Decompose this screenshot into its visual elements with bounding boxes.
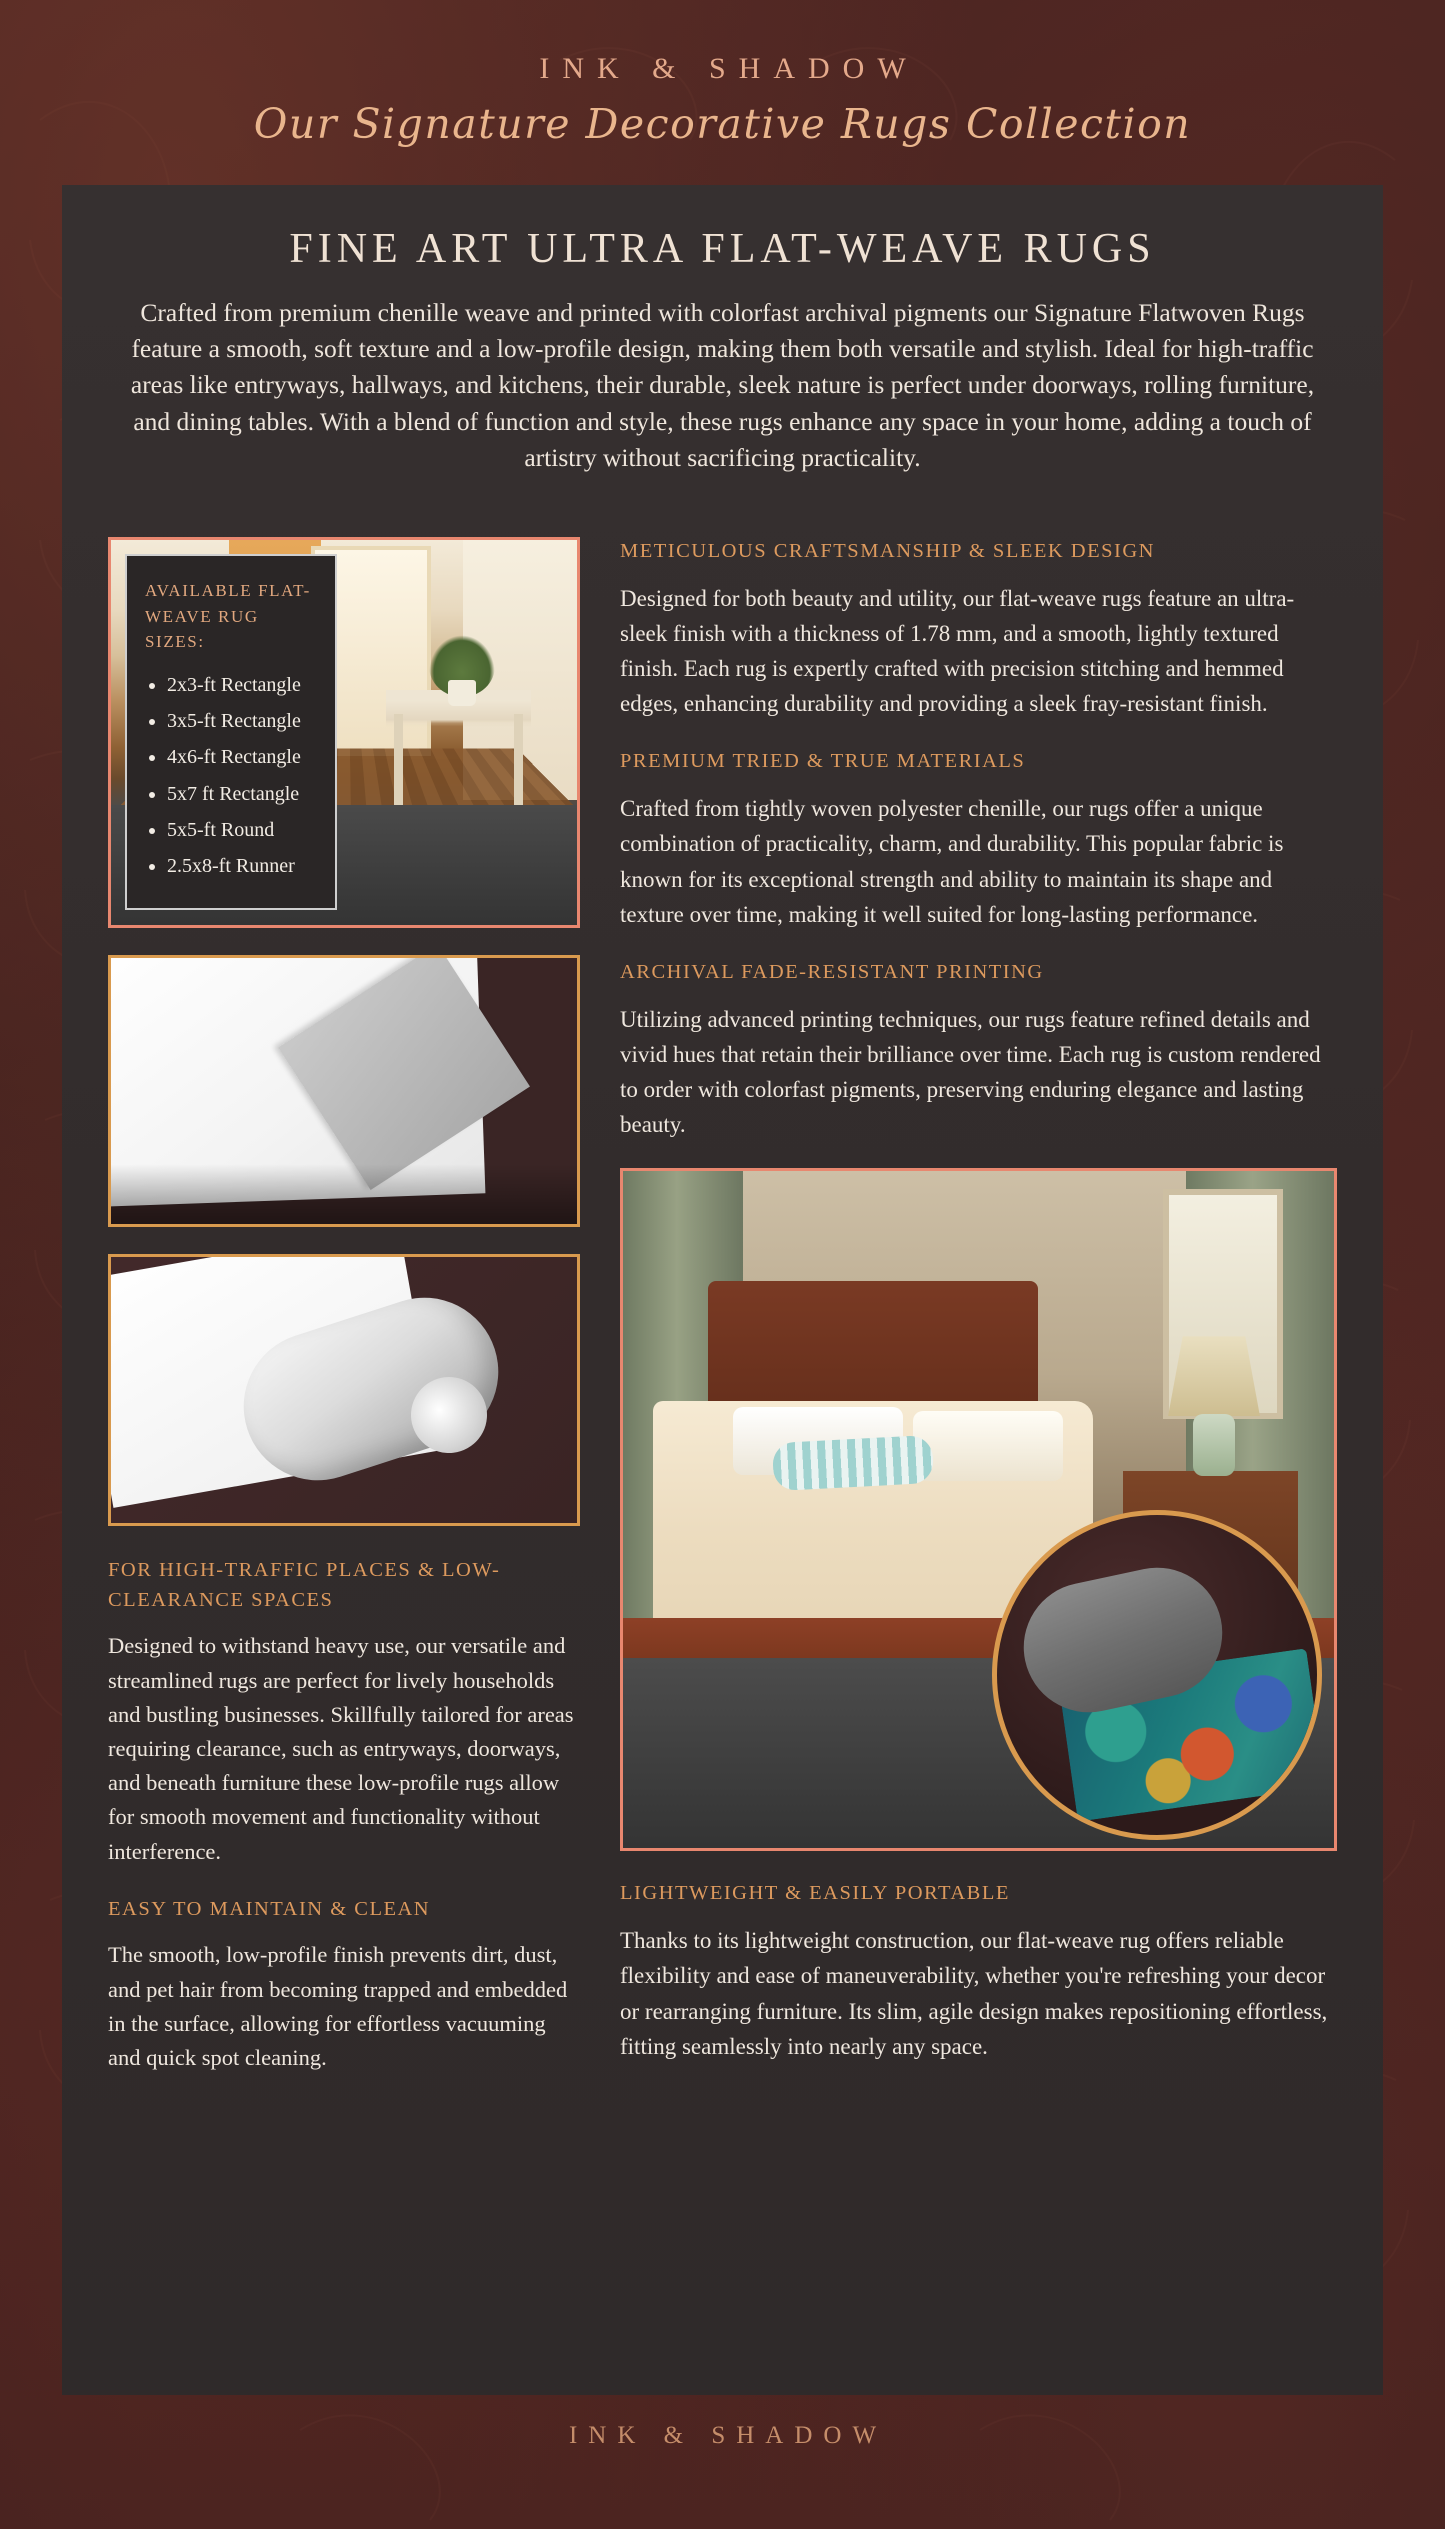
photo-shadow — [111, 1164, 577, 1224]
page-footer: INK & SHADOW — [568, 2422, 888, 2449]
list-item: • 2.5x8-ft Runner — [167, 848, 319, 884]
materials-body: Crafted from tightly woven polyester chenille, our rugs offer a unique combination of practicality, charm, and durability. This popular fabric is known for its exceptional strength and ability to maintain its shape and texture over time, making it well suited for long-lasting performance. — [620, 796, 1284, 927]
rug-rolled-photo — [108, 1254, 580, 1526]
vase — [448, 680, 476, 706]
left-column — [108, 537, 580, 2101]
pillow — [913, 1411, 1063, 1481]
collection-tagline: Our Signature Decorative Rugs Collection — [253, 100, 1192, 148]
portable-section — [620, 1879, 1337, 2063]
brand-name: INK & SHADOW — [539, 52, 919, 85]
portable-body: Thanks to its lightweight construction, our flat-weave rug offers reliable flexibility and ease of maneuverability, whether you're refreshing your decor or rearranging furniture. Its slim, agile design makes repositioning effortless, fitting seamlessly into nearly any space. — [620, 1928, 1328, 2059]
maintain-body: The smooth, low-profile finish prevents dirt, dust, and pet hair from becoming trapped and embedded in the surface, allowing for effortless vacuuming and quick spot cleaning. — [108, 1942, 568, 2071]
body-columns — [108, 537, 1337, 2395]
high-traffic-body: Designed to withstand heavy use, our versatile and streamlined rugs are perfect for lively households and bustling businesses. Skillfully tailored for areas requiring clearance, such as entryways, doorways, and beneath furniture these low-profile rugs allow for smooth movement and functionality without interference. — [108, 1633, 574, 1864]
list-item: • 5x5-ft Round — [167, 812, 319, 848]
maintain-section — [108, 1895, 580, 2075]
high-traffic-section — [108, 1556, 580, 1869]
rug-corner-photo — [108, 955, 580, 1227]
page-title: FINE ART ULTRA FLAT-WEAVE RUGS — [289, 226, 1156, 272]
content-panel — [62, 185, 1383, 2395]
striped-bolster-pillow — [772, 1435, 934, 1491]
materials-heading: PREMIUM TRIED & TRUE MATERIALS — [620, 750, 1026, 773]
maintain-heading: EASY TO MAINTAIN & CLEAN — [108, 1897, 431, 1920]
printing-heading: ARCHIVAL FADE-RESISTANT PRINTING — [620, 960, 1044, 983]
lamp-shade — [1168, 1336, 1260, 1416]
craftsmanship-heading: METICULOUS CRAFTSMANSHIP & SLEEK DESIGN — [620, 540, 1155, 562]
bedroom-photo — [620, 1168, 1337, 1851]
high-traffic-heading: FOR HIGH-TRAFFIC PLACES & LOW-CLEARANCE SPACES — [108, 1559, 501, 1611]
available-sizes-list — [145, 667, 319, 885]
list-item: • 4x6-ft Rectangle — [167, 739, 319, 775]
list-item: • 3x5-ft Rectangle — [167, 703, 319, 739]
craftsmanship-body: Designed for both beauty and utility, our flat-weave rugs feature an ultra-sleek finish with a thickness of 1.78 mm, and a smooth, lightly textured finish. Each rug is expertly crafted with precision stitching and hemmed edges, enhancing durability and providing a sleek fray-resistant finish. — [620, 585, 1295, 717]
right-column — [620, 537, 1337, 2090]
entryway-photo — [108, 537, 580, 928]
available-sizes-title: AVAILABLE FLAT-WEAVE RUG SIZES: — [145, 581, 311, 651]
materials-section — [620, 747, 1337, 931]
portable-heading: LIGHTWEIGHT & EASILY PORTABLE — [620, 1882, 1010, 1905]
printing-section — [620, 958, 1337, 1142]
craftsmanship-section — [620, 537, 1337, 721]
list-item: • 2x3-ft Rectangle — [167, 667, 319, 703]
rolled-rug-inset — [992, 1510, 1322, 1840]
intro-paragraph: Crafted from premium chenille weave and printed with colorfast archival pigments our Signature Flatwoven Rugs feature a smooth, soft texture and a low-profile design, making them both versatile and stylish. Ideal for high-traffic areas like entryways, hallways, and kitchens, their durable, sleek nature is perfect under doorways, rolling furniture, and dining tables. With a blend of function and style, these rugs enhance any space in your home, adding a touch of artistry without sacrificing practicality. — [130, 298, 1315, 472]
page-header — [0, 0, 1445, 190]
list-item: • 5x7 ft Rectangle — [167, 776, 319, 812]
printing-body: Utilizing advanced printing techniques, our rugs feature refined details and vivid hues that retain their brilliance over time. Each rug is custom rendered to order with colorfast pigments, preserving enduring elegance and lasting beauty. — [620, 1006, 1321, 1138]
available-sizes-card — [125, 554, 337, 910]
lamp-base — [1193, 1414, 1235, 1476]
